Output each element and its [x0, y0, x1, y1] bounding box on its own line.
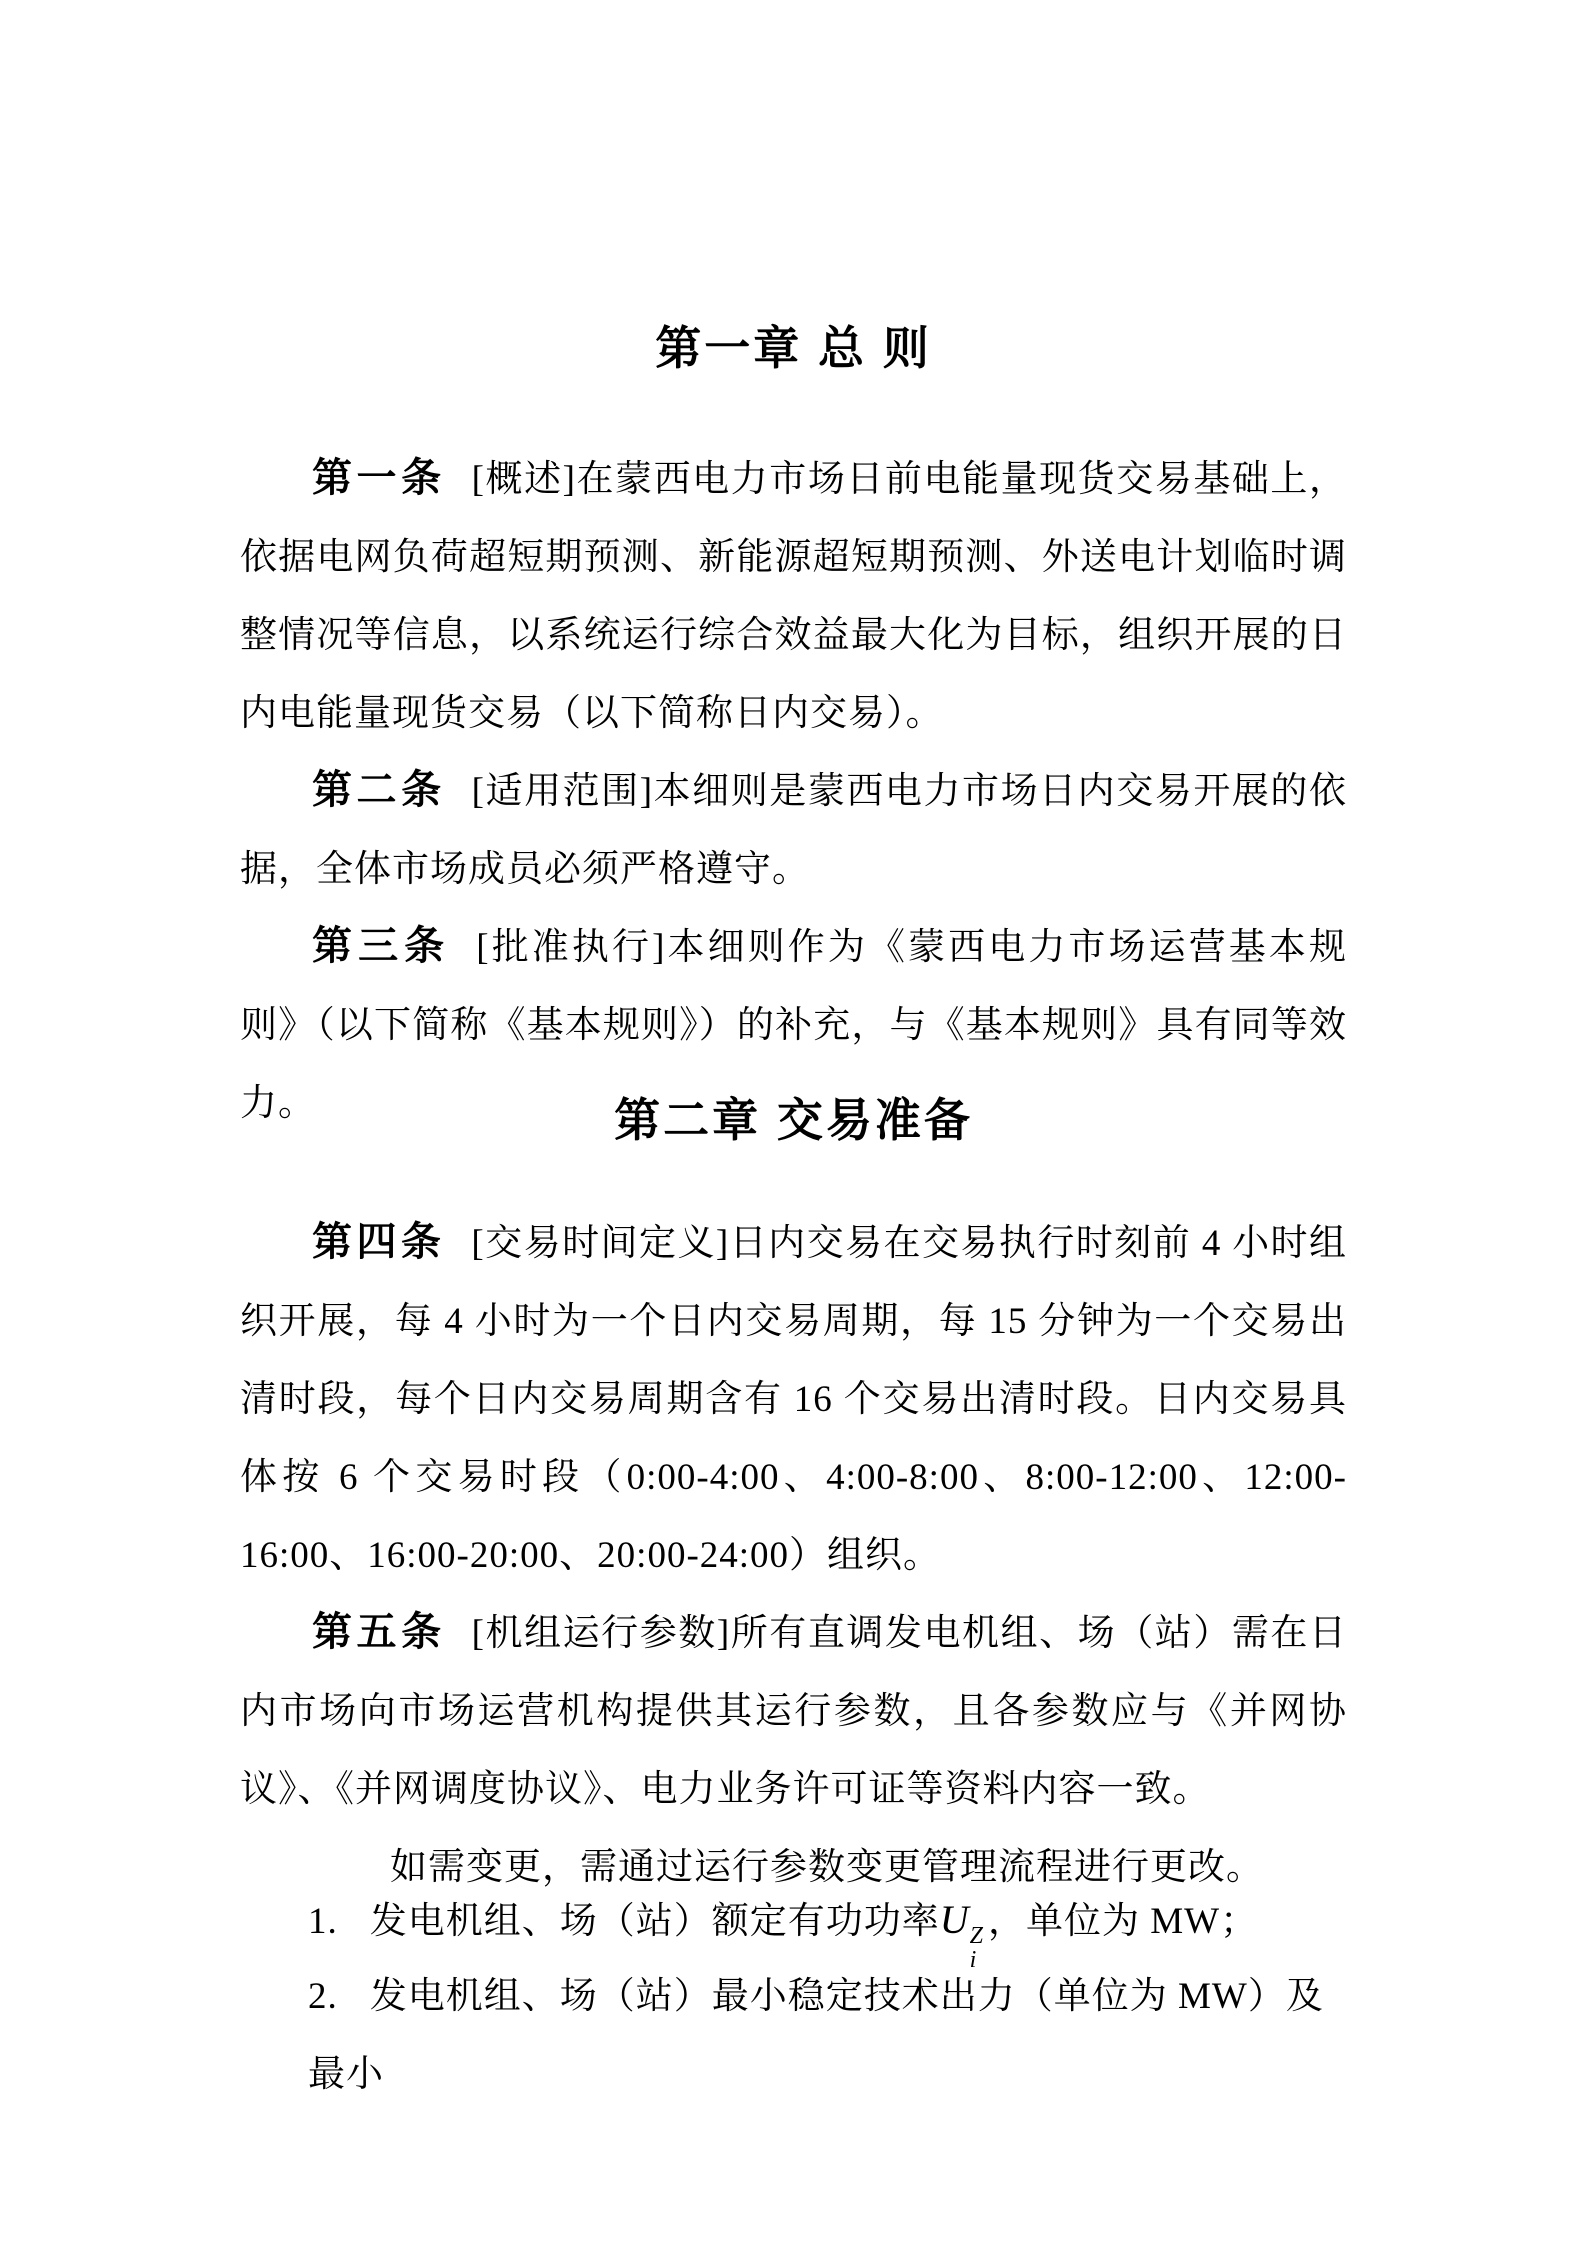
- list-item-1-text-post: ，单位为 MW；: [988, 1901, 1259, 1942]
- formula-superscript: Z: [969, 1923, 984, 1949]
- list-item-2: [240, 1958, 1347, 2114]
- article-2-paragraph: [240, 751, 1347, 909]
- article-2-body: [适用范围]本细则是蒙西电力市场日内交易开展的依据，全体市场成员必须严格遵守。: [240, 771, 1347, 890]
- article-5-body: [机组运行参数]所有直调发电机组、场（站）需在日内市场向市场运营机构提供其运行参数，且各参数应与《并网协议》、《并网调度协议》、电力业务许可证等资料内容一致。: [240, 1613, 1347, 1810]
- chapter-2-heading: 第二章 交易准备: [614, 1094, 973, 1146]
- article-1-label: 第一条: [312, 456, 446, 500]
- article-3-body: [批准执行]本细则作为《蒙西电力市场运营基本规则》（以下简称《基本规则》）的补充，与《基本规则》具有同等效力。: [240, 927, 1347, 1124]
- article-5-label: 第五条: [312, 1610, 446, 1654]
- article-2-label: 第二条: [312, 768, 446, 812]
- article-1-paragraph: [240, 439, 1347, 753]
- chapter-1-heading: 第一章 总 则: [655, 322, 932, 374]
- note-paragraph: 如需变更，需通过运行参数变更管理流程进行更改。: [390, 1847, 1264, 1888]
- article-4-label: 第四条: [312, 1220, 446, 1264]
- list-item-2-text: 发电机组、场（站）最小稳定技术出力（单位为 MW）及最小: [308, 1976, 1324, 2095]
- article-4-body: [交易时间定义]日内交易在交易执行时刻前 4 小时组织开展，每 4 小时为一个日内交易周期，每 15 分钟为一个交易出清时段，每个日内交易周期含有 16 个交易出清时段。日内交易具体按 6 个交易时段（0:00-4:00、4:00-8:00、8:00-12:00、12:00-16:00、16:00-20:00、20:00-24:00）组织。: [240, 1223, 1347, 1576]
- formula-variable: U: [939, 1897, 970, 1942]
- list-item-1-text-pre: 发电机组、场（站）额定有功功率: [369, 1901, 940, 1942]
- article-3-label: 第三条: [312, 924, 451, 968]
- article-1-body: [概述]在蒙西电力市场日前电能量现货交易基础上，依据电网负荷超短期预测、新能源超短期预测、外送电计划临时调整情况等信息，以系统运行综合效益最大化为目标，组织开展的日内电能量现货交易（以下简称日内交易）。: [240, 459, 1347, 734]
- formula-subscript: i: [969, 1947, 978, 1973]
- list-item-1-number: 1.: [308, 1901, 338, 1942]
- list-item-2-number: 2.: [308, 1976, 338, 2017]
- article-5-paragraph: [240, 1593, 1347, 1829]
- article-4-paragraph: [240, 1203, 1347, 1595]
- rated-power-formula: [939, 1897, 988, 1973]
